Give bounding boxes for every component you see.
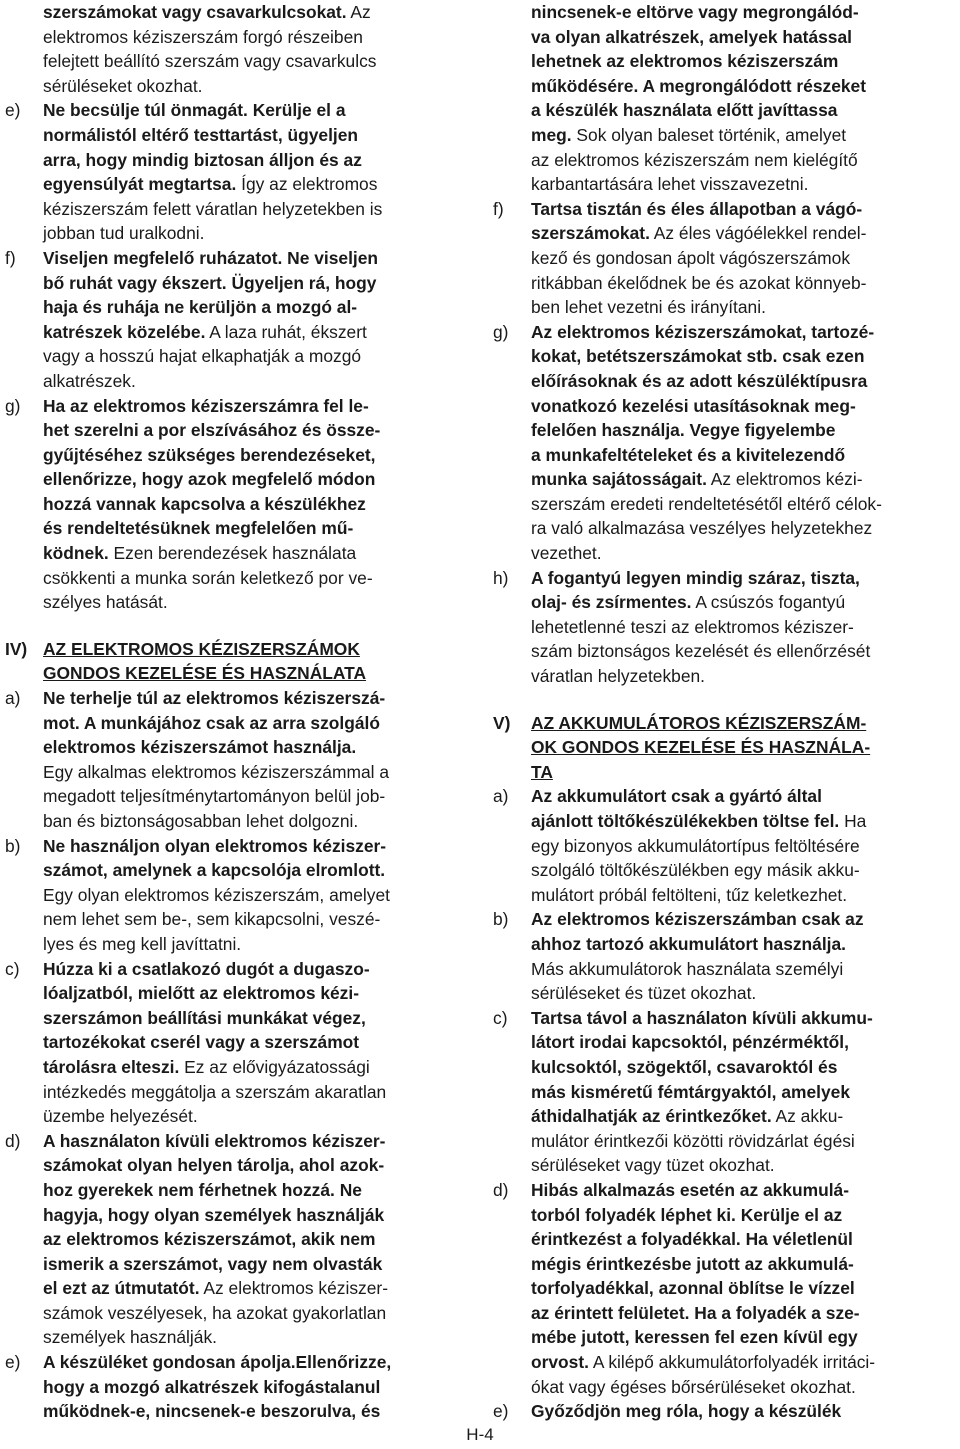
text-line: [5, 1350, 437, 1375]
bold-text: torból folyadék léphet ki. Kerülje el az: [531, 1204, 843, 1225]
text-line: [493, 369, 925, 394]
text-line: [493, 566, 925, 591]
text-line: [5, 1153, 437, 1178]
plain-text: Az elektromos kéziszer-: [199, 1278, 388, 1299]
text-line: [493, 394, 925, 419]
bold-text: kulcsoktól, szögektől, csavaroktól és: [531, 1056, 838, 1077]
plain-text: Az: [346, 2, 371, 22]
text-line: [5, 809, 437, 834]
text-line: [5, 1227, 437, 1252]
plain-text: megadott teljesítménytartományon belül job-: [43, 786, 386, 807]
plain-text: Ez az elővigyázatossági: [179, 1056, 370, 1077]
bold-text: Győződjön meg róla, hogy a készülék: [531, 1401, 842, 1422]
plain-text: Az elektromos kézi-: [706, 469, 863, 490]
right-text-column: [493, 0, 925, 1424]
plain-text: sérüléseket és tüzet okozhat.: [531, 983, 757, 1004]
bold-text: el ezt az útmutatót.: [43, 1278, 200, 1299]
plain-text: Egy alkalmas elektromos kéziszerszámmal a: [43, 761, 389, 782]
text-line: [493, 1080, 925, 1105]
text-line: [493, 172, 925, 197]
plain-text: számok veszélyesek, ha azokat gyakorlatlan: [43, 1302, 387, 1323]
plain-text: Ha: [839, 811, 867, 831]
bold-text: számokat olyan helyen tárolja, ahol azok-: [43, 1155, 385, 1176]
text-line: [493, 590, 925, 615]
text-line: [493, 1399, 925, 1424]
text-line: [493, 639, 925, 664]
bold-text: GONDOS KEZELÉSE ÉS HASZNÁLATA: [43, 663, 367, 684]
plain-text: lehetetlenné teszi az elektromos kéziszer-: [531, 616, 854, 637]
bold-text: bő ruhát vagy ékszert. Ügyeljen rá, hogy: [43, 272, 377, 293]
item-label: e): [493, 1401, 509, 1422]
text-line: [493, 834, 925, 859]
text-line: [5, 221, 437, 246]
text-line: [5, 1399, 437, 1424]
plain-text: vagy a hosszú hajat elkaphatják a mozgó: [43, 346, 362, 367]
text-line: [493, 344, 925, 369]
text-line: [5, 123, 437, 148]
text-line: [493, 615, 925, 640]
text-line: [5, 1104, 437, 1129]
text-line: [5, 1055, 437, 1080]
bold-text: Az elektromos kéziszerszámokat, tartozé-: [531, 321, 875, 342]
bold-text: más kisméretű fémtárgyaktól, amelyek: [531, 1081, 850, 1102]
bold-text: előírásoknak és az adott készüléktípusra: [531, 370, 868, 391]
plain-text: lyes és meg kell javíttatni.: [43, 933, 242, 954]
text-line: [493, 1350, 925, 1375]
text-line: [5, 98, 437, 123]
bold-text: orvost.: [531, 1352, 589, 1373]
paragraph-gap: [493, 689, 925, 711]
plain-text: szolgáló töltőkészülékben egy másik akku-: [531, 860, 860, 881]
bold-text: a munkafeltételeket és a kivitelezendő: [531, 444, 846, 465]
section-heading-line: [493, 735, 925, 760]
text-line: [493, 858, 925, 883]
text-line: [493, 467, 925, 492]
bold-text: működnek-e, nincsenek-e beszorulva, és: [43, 1401, 381, 1422]
text-line: [5, 1129, 437, 1154]
bold-text: mot. A munkájához csak az arra szolgáló: [43, 712, 380, 733]
text-line: [5, 1006, 437, 1031]
text-line: [5, 344, 437, 369]
section-heading-line: [493, 760, 925, 785]
text-line: [493, 1178, 925, 1203]
text-line: [493, 1030, 925, 1055]
item-label: g): [5, 395, 21, 416]
bold-text: va olyan alkatrészek, amelyek hatással: [531, 26, 852, 47]
text-line: [5, 1325, 437, 1350]
text-line: [493, 271, 925, 296]
bold-text: egyensúlyát megtartsa.: [43, 174, 237, 195]
text-line: [5, 49, 437, 74]
plain-text: szám biztonságos kezelését és ellenőrzését: [531, 641, 871, 662]
bold-text: a készülék használata előtt javíttassa: [531, 100, 838, 121]
text-line: [5, 1301, 437, 1326]
plain-text: szerszám eredeti rendeltetésétől eltérő célok-: [531, 493, 882, 514]
text-line: [493, 1276, 925, 1301]
bold-text: az érintett felületet. Ha a folyadék a sze-: [531, 1302, 860, 1323]
text-line: [5, 443, 437, 468]
plain-text: kező és gondosan ápolt vágószerszámok: [531, 247, 851, 268]
text-line: [5, 957, 437, 982]
text-line: [493, 1153, 925, 1178]
text-line: [5, 246, 437, 271]
text-line: [5, 1203, 437, 1228]
item-label: a): [5, 688, 21, 709]
bold-text: katrészek közelébe.: [43, 321, 206, 342]
text-line: [5, 1178, 437, 1203]
text-line: [493, 883, 925, 908]
text-line: [5, 907, 437, 932]
text-line: [493, 1252, 925, 1277]
plain-text: ókat vagy égéses bőrsérüléseket okozhat.: [531, 1376, 856, 1397]
text-line: [493, 1203, 925, 1228]
text-line: [5, 418, 437, 443]
text-line: [5, 467, 437, 492]
plain-text: Az akku-: [771, 1106, 844, 1127]
text-line: [493, 1301, 925, 1326]
bold-text: A használaton kívüli elektromos kéziszer-: [43, 1130, 386, 1151]
text-line: [5, 981, 437, 1006]
text-line: [5, 295, 437, 320]
item-label: f): [493, 198, 504, 219]
text-line: [493, 1129, 925, 1154]
text-line: [493, 221, 925, 246]
text-line: [5, 1276, 437, 1301]
bold-text: vonatkozó kezelési utasításoknak meg-: [531, 395, 856, 416]
bold-text: működésére. A megrongálódott részeket: [531, 75, 867, 96]
item-label: c): [493, 1007, 508, 1028]
plain-text: az elektromos kéziszerszám nem kielégítő: [531, 149, 858, 170]
bold-text: Ne becsülje túl önmagát. Kerülje el a: [43, 100, 346, 121]
item-label: h): [493, 567, 509, 588]
bold-text: Az akkumulátort csak a gyártó által: [531, 786, 822, 807]
bold-text: hogy a mozgó alkatrészek kifogástalanul: [43, 1376, 381, 1397]
plain-text: A csúszós fogantyú: [691, 592, 846, 613]
text-line: [5, 25, 437, 50]
item-label: e): [5, 100, 21, 121]
bold-text: ajánlott töltőkészülékekben töltse fel.: [531, 811, 840, 831]
plain-text: üzembe helyezését.: [43, 1106, 198, 1127]
plain-text: ra való alkalmazása veszélyes helyzetekhez: [531, 518, 873, 539]
page-number: H-4: [466, 1425, 494, 1444]
bold-text: az elektromos kéziszerszámot, akik nem: [43, 1229, 376, 1250]
plain-text: kéziszerszám felett váratlan helyzetekben is: [43, 198, 383, 219]
text-line: [493, 320, 925, 345]
bold-text: szerszámokat vagy csavarkulcsokat.: [43, 2, 347, 22]
plain-text: nem lehet sem be-, sem kikapcsolni, veszé-: [43, 909, 381, 930]
text-line: [5, 760, 437, 785]
bold-text: AZ AKKUMULÁTOROS KÉZISZERSZÁM-: [531, 712, 867, 733]
text-line: [493, 907, 925, 932]
text-line: [5, 516, 437, 541]
section-heading-line: [5, 637, 437, 662]
text-line: [5, 1080, 437, 1105]
bold-text: Hibás alkalmazás esetén az akkumulá-: [531, 1179, 850, 1200]
text-line: [5, 590, 437, 615]
text-line: [493, 784, 925, 809]
bold-text: érintkezést a folyadékkal. Ha véletlenül: [531, 1229, 853, 1250]
plain-text: Sok olyan baleset történik, amelyet: [571, 124, 847, 145]
item-label: V): [493, 712, 511, 733]
bold-text: Viseljen megfelelő ruházatot. Ne viseljen: [43, 247, 379, 268]
plain-text: felejtett beállító szerszám vagy csavarkulcs: [43, 51, 377, 72]
bold-text: ellenőrizze, hogy azok megfelelő módon: [43, 469, 376, 490]
text-line: [5, 541, 437, 566]
bold-text: torfolyadékkal, azonnal öblítse le vízzel: [531, 1278, 855, 1299]
bold-text: olaj- és zsírmentes.: [531, 592, 692, 613]
text-line: [5, 1252, 437, 1277]
text-line: [5, 394, 437, 419]
plain-text: személyek használják.: [43, 1327, 217, 1348]
plain-text: elektromos kéziszerszám forgó részeiben: [43, 26, 363, 47]
text-line: [5, 883, 437, 908]
plain-text: A kilépő akkumulátorfolyadék irritáci-: [588, 1352, 876, 1373]
bold-text: mébe jutott, keressen fel ezen kívül egy: [531, 1327, 858, 1348]
bold-text: normálistól eltérő testtartást, ügyeljen: [43, 124, 359, 145]
text-line: [493, 1104, 925, 1129]
bold-text: ahhoz tartozó akkumulátort használja.: [531, 933, 847, 954]
plain-text: váratlan helyzetekben.: [531, 666, 706, 687]
bold-text: lóaljzatból, mielőtt az elektromos kézi-: [43, 983, 360, 1004]
text-line: [493, 49, 925, 74]
plain-text: Az éles vágóélekkel rendel-: [649, 223, 867, 244]
section-heading-line: [5, 661, 437, 686]
bold-text: arra, hogy mindig biztosan álljon és az: [43, 149, 362, 170]
item-label: c): [5, 958, 20, 979]
bold-text: munka sajátosságait.: [531, 469, 707, 490]
plain-text: mulátort próbál feltölteni, tűz keletkezhet.: [531, 884, 848, 905]
bold-text: Ne használjon olyan elektromos kéziszer-: [43, 835, 387, 856]
bold-text: szerszámon beállítási munkákat végez,: [43, 1007, 366, 1028]
bold-text: A fogantyú legyen mindig száraz, tiszta,: [531, 567, 860, 588]
text-line: [493, 197, 925, 222]
plain-text: vezethet.: [531, 543, 602, 564]
item-label: d): [5, 1130, 21, 1151]
plain-text: Egy olyan elektromos kéziszerszám, amelyet: [43, 884, 390, 905]
bold-text: meg.: [531, 124, 572, 145]
text-line: [493, 957, 925, 982]
bold-text: és rendeltetésüknek megfelelően mű-: [43, 518, 354, 539]
item-label: b): [493, 909, 509, 930]
plain-text: csökkenti a munka során keletkező por ve-: [43, 567, 373, 588]
bold-text: áthidalhatják az érintkezőket.: [531, 1106, 772, 1127]
text-line: [5, 197, 437, 222]
plain-text: ritkábban ékelődnek be és azokat könnyeb-: [531, 272, 867, 293]
text-line: [5, 0, 437, 25]
bold-text: Ne terhelje túl az elektromos kéziszerszá-: [43, 688, 386, 709]
item-label: d): [493, 1179, 509, 1200]
text-line: [493, 418, 925, 443]
left-text-column: [5, 0, 437, 1424]
text-line: [5, 932, 437, 957]
text-line: [5, 172, 437, 197]
bold-text: látort irodai kapcsoktól, pénzérméktől,: [531, 1032, 849, 1053]
plain-text: ban és biztonságosabban lehet dolgozni.: [43, 811, 359, 831]
bold-text: szerszámokat.: [531, 223, 650, 244]
plain-text: Ezen berendezések használata: [108, 543, 357, 564]
bold-text: hagyja, hogy olyan személyek használják: [43, 1204, 385, 1225]
text-line: [5, 566, 437, 591]
bold-text: hoz gyerekek nem férhetnek hozzá. Ne: [43, 1179, 362, 1200]
plain-text: Más akkumulátorok használata személyi: [531, 958, 844, 979]
text-line: [493, 25, 925, 50]
bold-text: mégis érintkezésbe jutott az akkumulá-: [531, 1253, 854, 1274]
text-line: [493, 295, 925, 320]
plain-text: mulátor érintkezői közötti rövidzárlat égési: [531, 1130, 855, 1151]
text-line: [5, 784, 437, 809]
plain-text: ben lehet vezetni és irányítani.: [531, 297, 766, 318]
item-label: g): [493, 321, 509, 342]
text-line: [493, 246, 925, 271]
bold-text: gyűjtéséhez szükséges berendezéseket,: [43, 444, 376, 465]
plain-text: A laza ruhát, ékszert: [205, 321, 367, 342]
text-line: [493, 98, 925, 123]
plain-text: karbantartására lehet visszavezetni.: [531, 174, 809, 195]
item-label: b): [5, 835, 21, 856]
bold-text: A készüléket gondosan ápolja.Ellenőrizze,: [43, 1352, 392, 1373]
text-line: [493, 492, 925, 517]
text-line: [5, 492, 437, 517]
bold-text: het szerelni a por elszívásához és össze-: [43, 420, 381, 441]
text-line: [5, 686, 437, 711]
text-line: [493, 1325, 925, 1350]
text-line: [493, 148, 925, 173]
text-line: [493, 123, 925, 148]
text-line: [5, 271, 437, 296]
bold-text: elektromos kéziszerszámot használja.: [43, 737, 357, 758]
item-label: IV): [5, 638, 28, 659]
bold-text: nincsenek-e eltörve vagy megrongálód-: [531, 2, 859, 22]
text-line: [493, 541, 925, 566]
bold-text: TA: [531, 761, 553, 782]
bold-text: Tartsa távol a használaton kívüli akkumu-: [531, 1007, 873, 1028]
bold-text: ködnek.: [43, 543, 109, 564]
bold-text: Az elektromos kéziszerszámban csak az: [531, 909, 864, 930]
text-line: [5, 369, 437, 394]
plain-text: szélyes hatását.: [43, 592, 168, 613]
bold-text: kokat, betétszerszámokat stb. csak ezen: [531, 346, 865, 367]
bold-text: Ha az elektromos kéziszerszámra fel le-: [43, 395, 369, 416]
text-line: [5, 74, 437, 99]
section-heading-line: [493, 711, 925, 736]
text-line: [493, 516, 925, 541]
item-label: a): [493, 786, 509, 807]
plain-text: Így az elektromos: [236, 174, 378, 195]
text-line: [493, 74, 925, 99]
item-label: f): [5, 247, 16, 268]
plain-text: egy bizonyos akkumulátortípus feltöltésére: [531, 835, 860, 856]
text-line: [493, 981, 925, 1006]
text-line: [493, 664, 925, 689]
text-line: [493, 1227, 925, 1252]
bold-text: AZ ELEKTROMOS KÉZISZERSZÁMOK: [43, 638, 360, 659]
bold-text: haja és ruhája ne kerüljön a mozgó al-: [43, 297, 358, 318]
text-line: [493, 1006, 925, 1031]
text-line: [5, 320, 437, 345]
bold-text: hozzá vannak kapcsolva a készülékhez: [43, 493, 366, 514]
bold-text: OK GONDOS KEZELÉSE ÉS HASZNÁLA-: [531, 737, 871, 758]
text-line: [5, 1030, 437, 1055]
text-line: [493, 932, 925, 957]
bold-text: Húzza ki a csatlakozó dugót a dugaszo-: [43, 958, 370, 979]
bold-text: tartozékokat cserél vagy a szerszámot: [43, 1032, 360, 1053]
text-line: [5, 834, 437, 859]
bold-text: felelően használja. Vegye figyelembe: [531, 420, 836, 441]
paragraph-gap: [5, 615, 437, 637]
text-line: [5, 148, 437, 173]
bold-text: Tartsa tisztán és éles állapotban a vágó-: [531, 198, 863, 219]
item-label: e): [5, 1352, 21, 1373]
bold-text: tárolásra elteszi.: [43, 1056, 180, 1077]
text-line: [493, 809, 925, 834]
bold-text: lehetnek az elektromos kéziszerszám: [531, 51, 839, 72]
plain-text: jobban tud uralkodni.: [43, 223, 205, 244]
text-line: [5, 711, 437, 736]
plain-text: intézkedés meggátolja a szerszám akaratlan: [43, 1081, 387, 1102]
bold-text: számot, amelynek a kapcsolója elromlott.: [43, 860, 386, 881]
text-line: [493, 1055, 925, 1080]
text-line: [493, 1375, 925, 1400]
text-line: [5, 1375, 437, 1400]
plain-text: alkatrészek.: [43, 370, 136, 391]
plain-text: sérüléseket vagy tüzet okozhat.: [531, 1155, 775, 1176]
text-line: [493, 0, 925, 25]
text-line: [5, 858, 437, 883]
bold-text: ismerik a szerszámot, vagy nem olvasták: [43, 1253, 383, 1274]
text-line: [5, 735, 437, 760]
text-line: [493, 443, 925, 468]
plain-text: sérüléseket okozhat.: [43, 75, 203, 96]
